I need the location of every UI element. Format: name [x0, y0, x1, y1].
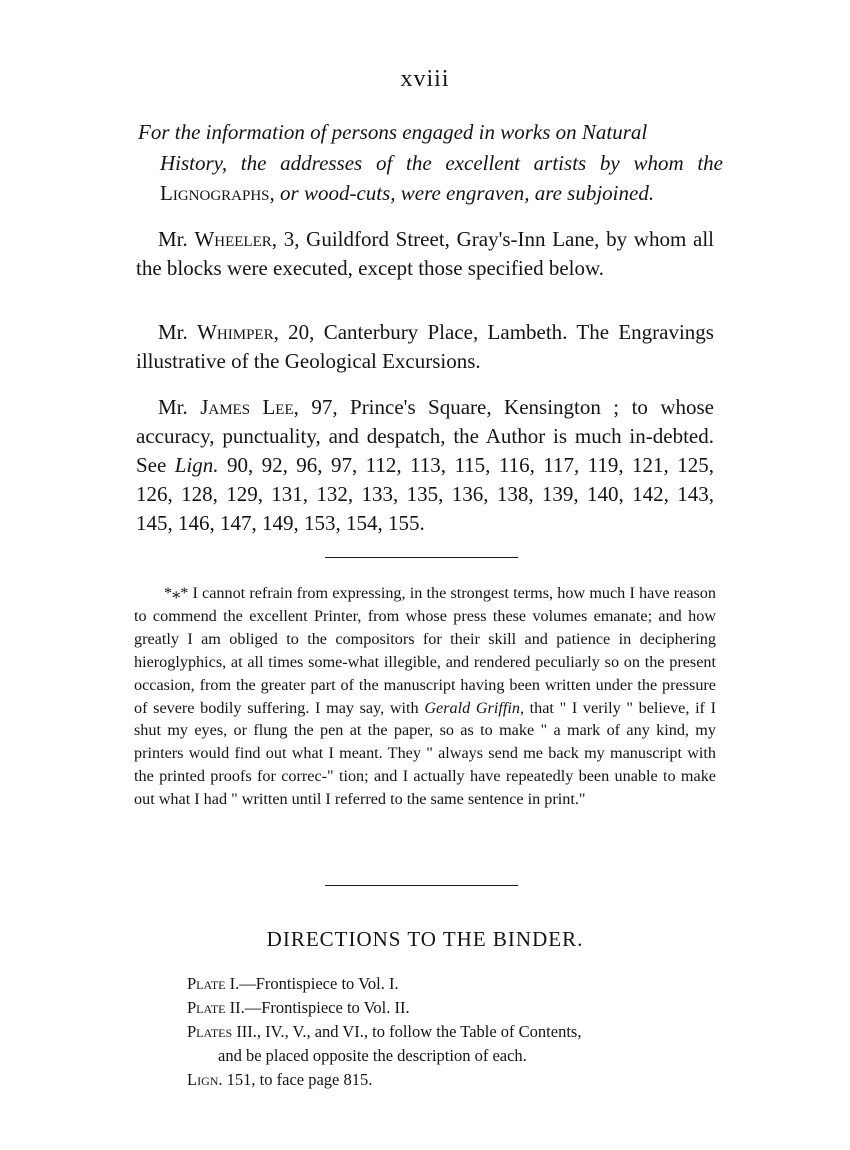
note-text: I cannot refrain from expressing, in the strongest terms, how much I have reason to commend the excellent Printer, from whose press these volumes emanate; and how greatly I am obliged to the compositors for their skill and patience in deciphering hieroglyphics, at all times some-what illegible, and rendered peculiarly so on the present occasion, from the greater part of the manuscript having been written under the pressure of severe bodily suffering. I may say, with — [134, 584, 716, 717]
printer-note — [134, 582, 716, 811]
engraver-name: Wheeler — [194, 227, 272, 251]
lign-label: Lign. — [174, 453, 219, 477]
entry-prefix: Mr. — [158, 227, 195, 251]
intro-text: History, the addresses of the excellent artists by whom the — [160, 150, 723, 175]
direction-label: Plates — [187, 1022, 233, 1041]
entry-prefix: Mr. — [158, 320, 198, 344]
section-title: DIRECTIONS TO THE BINDER. — [266, 927, 584, 951]
direction-item — [187, 972, 707, 996]
engraver-entry-lee — [136, 393, 714, 538]
direction-label: Plate — [187, 998, 226, 1017]
divider — [325, 885, 518, 886]
lign-numbers: 90, 92, 96, 97, 112, 113, 115, 116, 117, 119, 121, 125, 126, 128, 129, 131, 132, 133, 135, 136, 138, 139, 140, 142, 143, 145, 146, 147, 149, 153, 154, 155. — [136, 453, 714, 535]
page-number: xviii — [400, 66, 450, 92]
direction-item — [187, 1020, 707, 1044]
direction-text: I.—Frontispiece to Vol. I. — [225, 974, 399, 993]
direction-label: Plate — [187, 974, 226, 993]
engraver-name: Whimper — [197, 320, 274, 344]
intro-line: For the information of persons engaged in works on Natural — [138, 120, 648, 144]
intro-continuation — [138, 148, 723, 209]
entry-prefix: Mr. — [158, 395, 201, 419]
entry-text: , 20, Canterbury Place, Lambeth. The Engravings illustrative of the Geological Excursions. — [136, 320, 714, 373]
entry-text: , 3, Guildford Street, Gray's-Inn Lane, by whom all the blocks were executed, except those specified below. — [136, 227, 714, 280]
direction-item — [187, 1068, 707, 1092]
direction-label: Lign. — [187, 1070, 223, 1089]
divider — [325, 557, 518, 558]
direction-text: II.—Frontispiece to Vol. II. — [225, 998, 410, 1017]
entry-text: , 97, Prince's Square, Kensington ; to whose accuracy, punctuality, and despatch, the Author is much in-debted. See — [136, 395, 715, 477]
note-text-continued: , that " I verily " believe, if I shut my eyes, or flung the pen at the paper, so as to make " a mark of any kind, my printers would find out what I meant. They " always send me back my manuscript with the printed proofs for correc-" tion; and I actually have repeatedly been unable to make out what I had " written until I referred to the same sentence in print." — [134, 698, 717, 809]
binder-directions — [187, 972, 707, 1092]
asterism: *⁎* — [164, 584, 189, 602]
engraver-entry-wheeler — [136, 225, 714, 283]
engraver-entry-whimper — [136, 318, 714, 376]
direction-item — [187, 996, 707, 1020]
direction-text: and be placed opposite the description of each. — [218, 1046, 527, 1065]
direction-text: III., IV., V., and VI., to follow the Table of Contents, — [232, 1022, 582, 1041]
direction-text: 151, to face page 815. — [222, 1070, 373, 1089]
intro-text-end: , or wood-cuts, were engraven, are subjoined. — [269, 181, 655, 205]
lignographs-term: Lignographs — [160, 181, 270, 205]
engravers-intro — [138, 117, 723, 209]
engraver-name: James Lee — [200, 395, 294, 419]
direction-item-continuation — [187, 1044, 707, 1068]
quoted-author: Gerald Griffin — [424, 698, 520, 717]
